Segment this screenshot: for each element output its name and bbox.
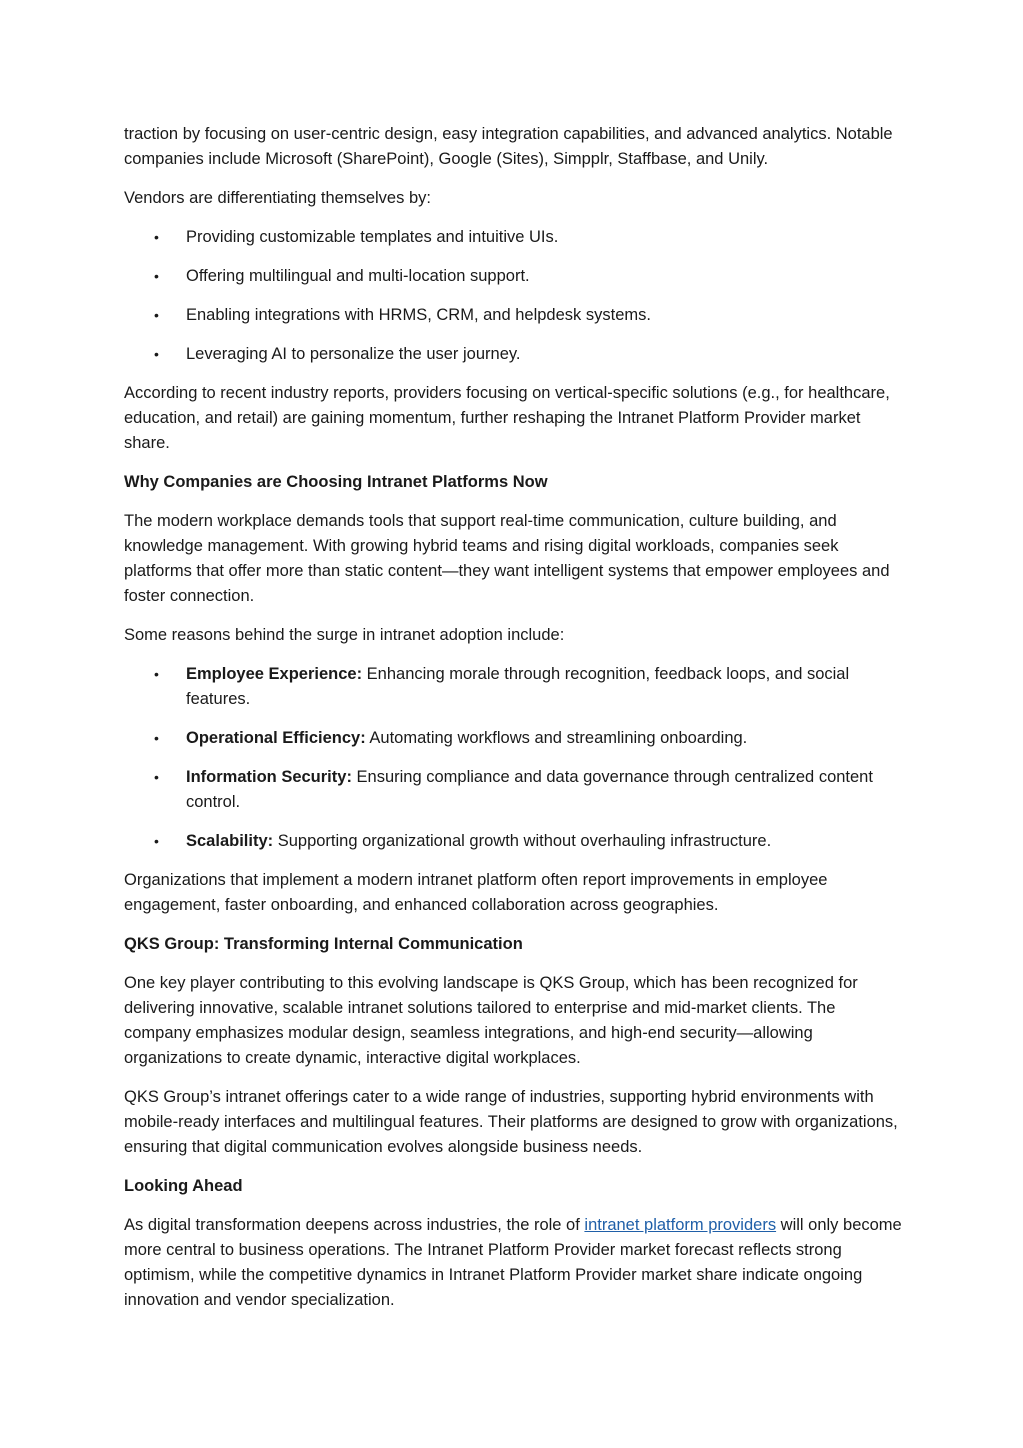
list-item-text: Ensuring compliance and data governance through centralized content control. <box>186 768 873 811</box>
paragraph-reasons-intro: Some reasons behind the surge in intranet adoption include: <box>124 626 565 644</box>
list-item: • Offering multilingual and multi-location support. <box>124 264 903 289</box>
bullet-icon: • <box>154 268 159 284</box>
list-item-term: Operational Efficiency: <box>186 729 366 747</box>
paragraph-qks-offerings: QKS Group’s intranet offerings cater to a wide range of industries, supporting hybrid environments with mobile-ready interfaces and multilingual features. Their platforms are designed to grow with organizations, ensuring that digital communication evolves alongside business needs. <box>124 1088 898 1156</box>
bullet-icon: • <box>154 769 159 785</box>
list-item <box>124 829 903 854</box>
section-heading-looking-ahead: Looking Ahead <box>124 1177 243 1195</box>
paragraph-industry-reports: According to recent industry reports, providers focusing on vertical-specific solutions (e.g., for healthcare, education, and retail) are gaining momentum, further reshaping the Intranet Platform Provider market share. <box>124 384 890 452</box>
paragraph-vendors-intro: Vendors are differentiating themselves by: <box>124 189 431 207</box>
list-item-term: Information Security: <box>186 768 352 786</box>
list-item <box>124 662 903 712</box>
section-heading-why-companies: Why Companies are Choosing Intranet Platforms Now <box>124 473 548 491</box>
bullet-icon: • <box>154 833 159 849</box>
bullet-icon: • <box>154 346 159 362</box>
bullet-icon: • <box>154 666 159 682</box>
paragraph-organizations-report: Organizations that implement a modern intranet platform often report improvements in employee engagement, faster onboarding, and enhanced collaboration across geographies. <box>124 871 828 914</box>
list-item <box>124 765 903 815</box>
section-heading-qks-group: QKS Group: Transforming Internal Communication <box>124 935 523 953</box>
vendor-differentiation-list <box>124 225 903 367</box>
list-item <box>124 726 903 751</box>
list-item-term: Employee Experience: <box>186 665 363 683</box>
paragraph-modern-workplace: The modern workplace demands tools that support real-time communication, culture building, and knowledge management. With growing hybrid teams and rising digital workloads, companies seek platforms that offer more than static content—they want intelligent systems that empower employees and foster connection. <box>124 512 890 605</box>
list-item-term: Scalability: <box>186 832 274 850</box>
list-item: • Enabling integrations with HRMS, CRM, and helpdesk systems. <box>124 303 903 328</box>
bullet-icon: • <box>154 307 159 323</box>
paragraph-qks-key-player: One key player contributing to this evolving landscape is QKS Group, which has been recognized for delivering innovative, scalable intranet solutions tailored to enterprise and mid-market clients. The company emphasizes modular design, seamless integrations, and high-end security—allowing organizations to create dynamic, interactive digital workplaces. <box>124 974 858 1067</box>
list-item-text: Supporting organizational growth without overhauling infrastructure. <box>273 832 772 850</box>
list-item: • Providing customizable templates and intuitive UIs. <box>124 225 903 250</box>
intranet-platform-providers-link[interactable]: intranet platform providers <box>584 1216 777 1234</box>
adoption-reasons-list <box>124 662 903 854</box>
bullet-icon: • <box>154 229 159 245</box>
bullet-icon: • <box>154 730 159 746</box>
list-item-text: Automating workflows and streamlining onboarding. <box>365 729 748 747</box>
list-item-text: Enhancing morale through recognition, feedback loops, and social features. <box>186 665 850 708</box>
list-item: • Leveraging AI to personalize the user journey. <box>124 342 903 367</box>
paragraph-intro-continuation: traction by focusing on user-centric design, easy integration capabilities, and advanced analytics. Notable companies include Microsoft (SharePoint), Google (Sites), Simpplr, Staffbase, and Unily. <box>124 125 893 168</box>
paragraph-looking-ahead: As digital transformation deepens across industries, the role of intranet platform providers will only become more central to business operations. The Intranet Platform Provider market forecast reflects strong optimism, while the competitive dynamics in Intranet Platform Provider market share indicate ongoing innovation and vendor specialization. <box>124 1216 902 1309</box>
